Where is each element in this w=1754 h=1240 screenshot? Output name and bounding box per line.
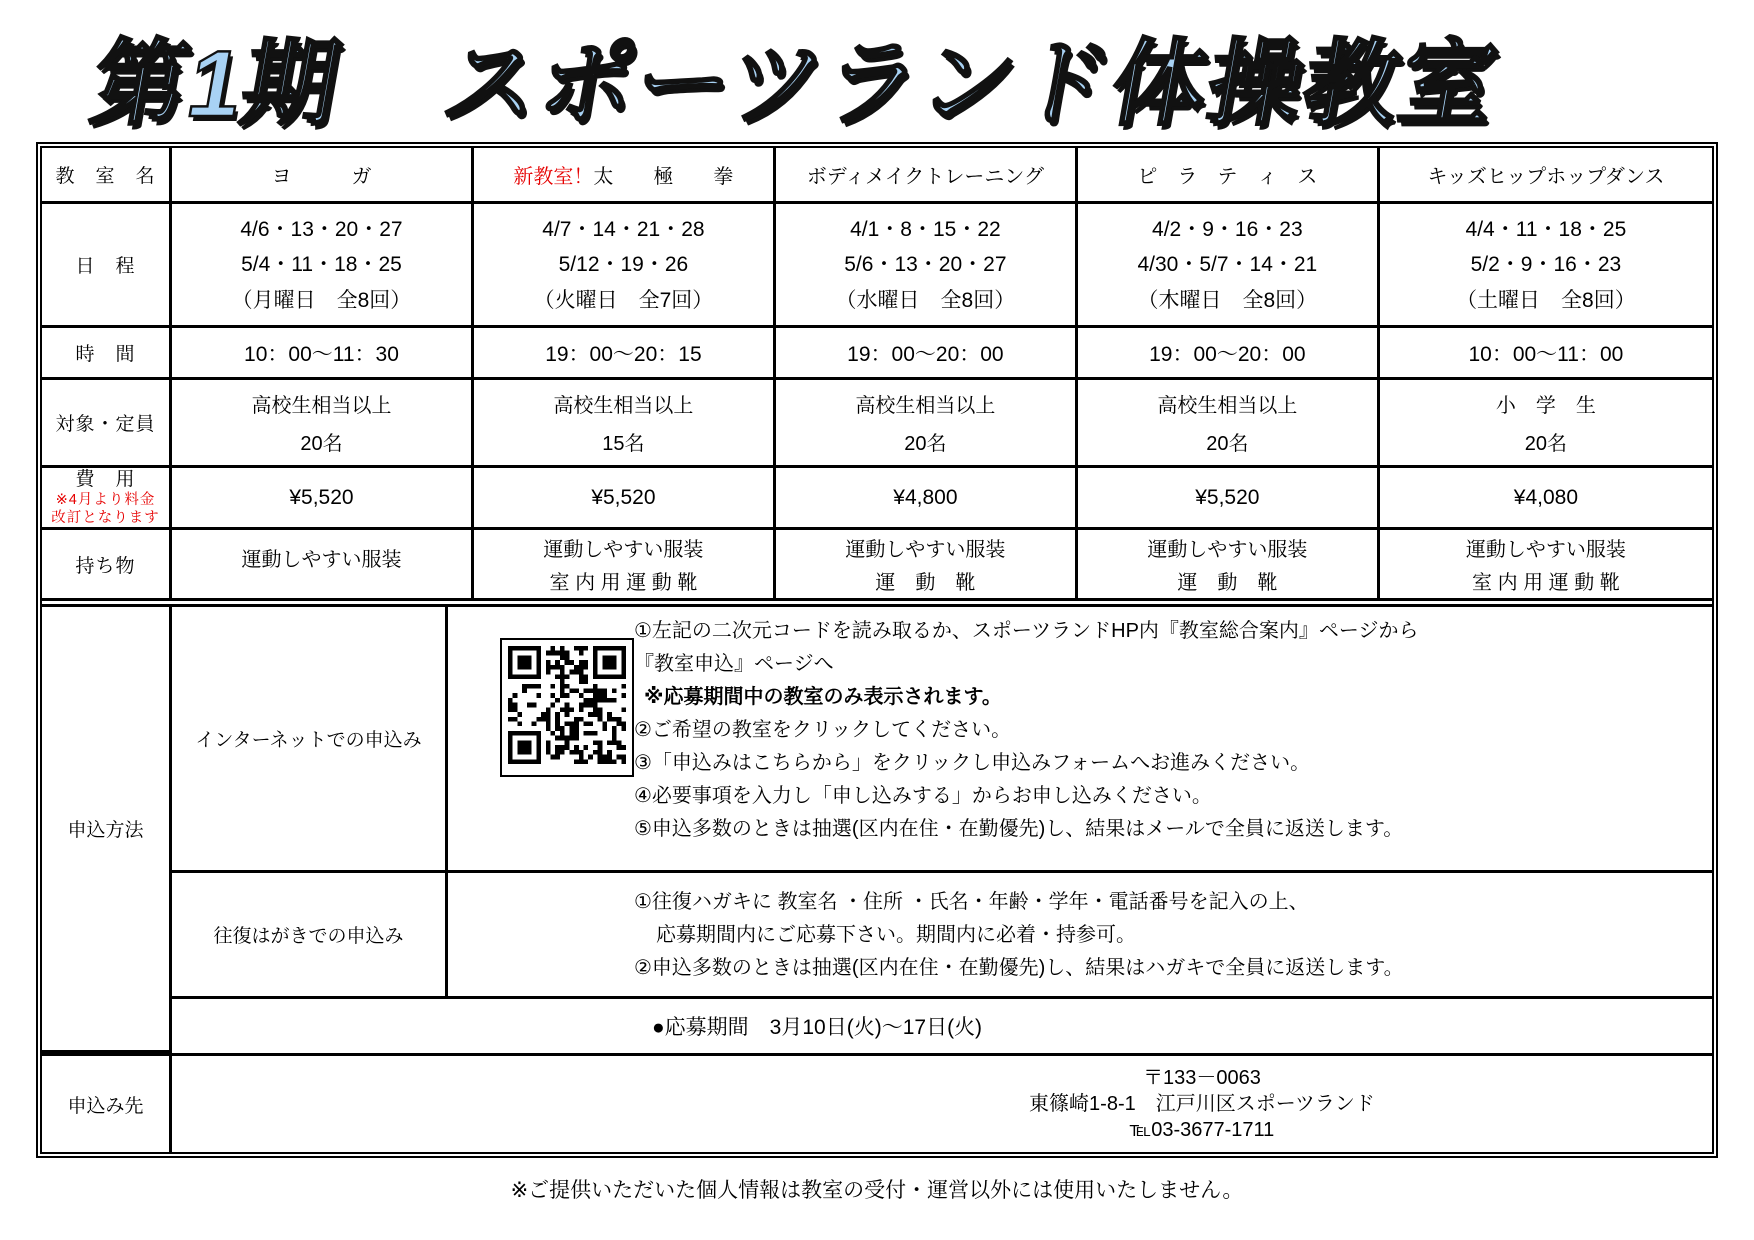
class-header-pilates: ピ ラ テ ィ ス — [1078, 148, 1380, 204]
application-section — [42, 598, 1712, 1053]
postcard-apply-label: 往復はがきでの申込み — [172, 873, 448, 999]
title-term: 第1期 — [84, 30, 350, 136]
qr-code — [448, 607, 634, 777]
row-label-fee: 費 用 ※4月より料金 改訂となります — [42, 468, 172, 530]
page-title — [84, 14, 1754, 136]
contact-section — [42, 1053, 1712, 1152]
internet-apply-label: インターネットでの申込み — [172, 607, 448, 873]
items-bodymake: 運動しやすい服装 運 動 靴 — [776, 530, 1078, 598]
time-yoga: 10：00～11：30 — [172, 328, 474, 380]
schedule-bodymake: 4/1・8・15・22 5/6・13・20・27 （水曜日 全8回） — [776, 204, 1078, 328]
time-pilates: 19：00～20：00 — [1078, 328, 1380, 380]
class-grid — [42, 148, 1712, 598]
row-label-time: 時 間 — [42, 328, 172, 380]
items-kidshiphop: 運動しやすい服装 室 内 用 運 動 靴 — [1465, 539, 1626, 594]
target-pilates: 高校生相当以上 20名 — [1078, 380, 1380, 468]
new-class-badge: 新教室！ — [513, 166, 594, 188]
internet-apply-content — [448, 607, 1712, 873]
postcard-apply-steps: ①往復ハガキに 教室名 ・住所 ・氏名・年齢・学年・電話番号を記入の上、 応募期間内にご応募下さい。期間内に必着・持参可。 ②申込多数のときは抽選(区内在住・在勤優先)し、結果はハガキで全員に返送します。 — [634, 891, 1404, 979]
fee-bodymake: ¥4,800 — [776, 468, 1078, 530]
row-label-class-name: 教 室 名 — [42, 148, 172, 204]
class-header-yoga: ヨ ガ — [172, 148, 474, 204]
row-label-items: 持ち物 — [42, 530, 172, 598]
contact-postal: 〒133－0063 — [1143, 1067, 1261, 1089]
schedule-kidshiphop: 4/4・11・18・25 5/2・9・16・23 （土曜日 全8回） — [1380, 204, 1712, 328]
target-bodymake: 高校生相当以上 20名 — [776, 380, 1078, 468]
class-header-bodymake: ボディメイクトレーニング — [776, 148, 1078, 204]
time-kidshiphop: 10：00～11：00 — [1380, 328, 1712, 380]
target-taichi: 高校生相当以上 15名 — [474, 380, 776, 468]
title-name: スポーツランド体操教室 — [435, 30, 1507, 136]
class-header-kidshiphop: キッズヒップホップダンス — [1380, 148, 1712, 204]
fee-kidshiphop: ¥4,080 — [1380, 468, 1712, 530]
schedule-yoga: 4/6・13・20・27 5/4・11・18・25 （月曜日 全8回） — [172, 204, 474, 328]
schedule-pilates: 4/2・9・16・23 4/30・5/7・14・21 （木曜日 全8回） — [1078, 204, 1380, 328]
row-label-schedule: 日 程 — [42, 204, 172, 328]
row-label-apply-method: 申込方法 — [42, 607, 172, 1053]
time-taichi: 19：00～20：15 — [474, 328, 776, 380]
internet-apply-steps: ①左記の二次元コードを読み取るか、スポーツランドHP内『教室総合案内』ページから 『教室申込』ページへ ※応募期間中の教室のみ表示されます。 ②ご希望の教室をクリックしてください。 ③「申込みはこちらから」をクリックし申込みフォームへお進みください。 ④必要事項を入力し「申し込みする」からお申し込みください。 ⑤申込多数のときは抽選(区内在住・在勤優先)し、結果はメールで全員に返送します。 — [634, 620, 1419, 840]
schedule-table — [36, 142, 1718, 1158]
contact-address — [172, 1056, 1712, 1152]
fee-pilates: ¥5,520 — [1078, 468, 1380, 530]
schedule-taichi: 4/7・14・21・28 5/12・19・26 （火曜日 全7回） — [474, 204, 776, 328]
items-pilates: 運動しやすい服装 運 動 靴 — [1078, 530, 1380, 598]
row-label-target: 対象・定員 — [42, 380, 172, 468]
time-bodymake: 19：00～20：00 — [776, 328, 1078, 380]
qr-code-image — [508, 646, 626, 764]
row-label-contact: 申込み先 — [42, 1056, 172, 1152]
items-yoga: 運動しやすい服装 — [172, 530, 474, 598]
contact-street: 東篠崎1-8-1 江戸川区スポーツランド — [1029, 1093, 1375, 1115]
target-kidshiphop: 小 学 生 20名 — [1380, 380, 1712, 468]
postcard-apply-content — [448, 873, 1712, 999]
fee-yoga: ¥5,520 — [172, 468, 474, 530]
application-period: ●応募期間 3月10日(火)～17日(火) — [652, 1016, 983, 1039]
fee-note: ※4月より料金 改訂となります — [51, 492, 160, 527]
fee-taichi: ¥5,520 — [474, 468, 776, 530]
class-header-taichi: 新教室！ 太 極 拳 — [474, 148, 776, 204]
target-yoga: 高校生相当以上 20名 — [172, 380, 474, 468]
privacy-note: ※ご提供いただいた個人情報は教室の受付・運営以外には使用いたしません。 — [510, 1179, 1244, 1202]
items-taichi: 運動しやすい服装 室 内 用 運 動 靴 — [474, 530, 776, 598]
contact-tel: ℡03-3677-1711 — [1129, 1119, 1275, 1141]
